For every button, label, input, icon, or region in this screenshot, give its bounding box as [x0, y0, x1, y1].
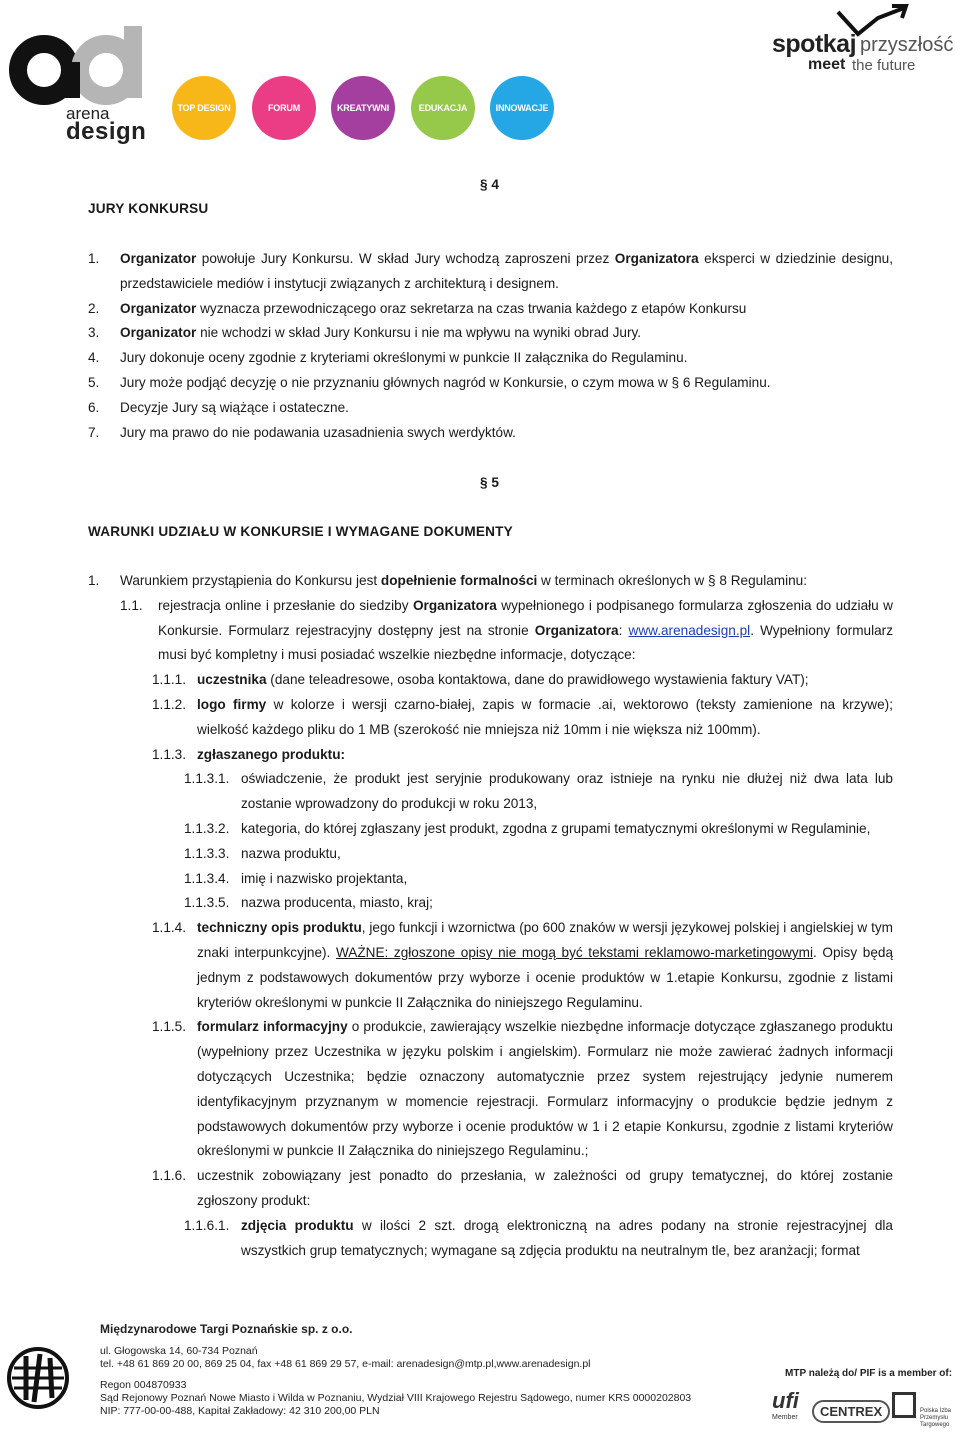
list-item-number: 1.1.6.: [152, 1168, 187, 1184]
text-run: (dane teleadresowe, osoba kontaktowa, dane do prawidłowego wystawienia faktury VAT);: [266, 672, 809, 688]
logo-text-arena: arena: [66, 104, 110, 123]
list-item-text: [241, 817, 893, 842]
text-run: kategoria, do której zgłaszany jest produkt, zgodna z grupami tematycznymi określonymi w Regulaminie,: [241, 820, 871, 836]
list-item: [184, 867, 893, 892]
list-item: [152, 1164, 893, 1214]
list-item-text: [197, 668, 893, 693]
text-run: w terminach określonych w § 8 Regulaminu:: [537, 573, 808, 588]
text-run: Jury dokonuje oceny zgodnie z kryteriami określonymi w punkcie II załącznika do Regulaminu.: [120, 350, 688, 366]
list-item-text: [197, 1015, 893, 1164]
text-run: nazwa produktu,: [241, 845, 341, 861]
text-run: nie wchodzi w skład Jury Konkursu i nie ma wpływu na wyniki obrad Jury.: [196, 325, 642, 341]
list-item: [152, 743, 893, 768]
text-run: powołuje Jury Konkursu. W skład Jury wchodzą zaproszeni przez: [196, 251, 615, 266]
footer-company: Międzynarodowe Targi Poznańskie sp. z o.o.: [100, 1322, 353, 1336]
list-item: [88, 396, 893, 421]
text-run: oświadczenie, że produkt jest seryjnie produkowany oraz istnieje na rynku nie dłużej niż dwa lata lub zostanie wprowadzony do produkcji w roku 2013,: [241, 771, 893, 812]
bold-term: Organizator: [120, 300, 197, 316]
list-item-text: [120, 396, 893, 421]
text-run: imię i nazwisko projektanta,: [241, 870, 408, 886]
text-run: Decyzje Jury są wiążące i ostateczne.: [120, 399, 349, 415]
list-item-text: [241, 842, 893, 867]
list-item-number: 1.1.2.: [152, 696, 187, 712]
text-run: eksperci w dziedzinie designu, przedstawiciele mediów i instytucji związanych z architekturą i designem.: [120, 251, 893, 291]
list-item-number: 1.1.4.: [152, 920, 187, 936]
list-item-text: [197, 693, 893, 743]
list-item-text: [241, 767, 893, 817]
text-run: wypełnionego i podpisanego formularza zgłoszenia do udziału w Konkursie. Formularz rejestracyjny dostępny jest na stronie: [158, 597, 893, 638]
section-5-list: [88, 569, 893, 1263]
circle-kreatywni: KREATYWNI: [331, 76, 395, 140]
section-4-title: JURY KONKURSU: [88, 201, 209, 216]
section-5-symbol: § 5: [480, 475, 499, 490]
logo-text-design: design: [66, 118, 147, 145]
bold-term: logo firmy: [197, 696, 267, 712]
footer-contact: tel. +48 61 869 20 00, 869 25 04, fax +48 61 869 29 57, e-mail: arenadesign@mtp.pl,www.arenadesign.pl: [100, 1358, 591, 1370]
list-item: [88, 371, 893, 396]
text-run: wyznacza przewodniczącego oraz sekretarza na czas trwania każdego z etapów Konkursu: [196, 300, 747, 316]
circle-forum: FORUM: [252, 76, 316, 140]
list-item-text: [197, 1164, 893, 1214]
list-item-number: 6.: [88, 399, 100, 415]
slogan-spotkaj: spotkaj: [772, 30, 857, 58]
list-item-text: [120, 321, 893, 346]
list-item-text: [241, 1214, 893, 1264]
list-item: [184, 817, 893, 842]
text-run: Jury może podjąć decyzję o nie przyznaniu głównych nagród w Konkursie, o czym mowa w § 6 Regulaminu.: [120, 374, 771, 390]
section-4-list: [88, 247, 893, 445]
list-item-text: [241, 891, 893, 916]
list-item: [88, 569, 893, 594]
mtp-logo: [6, 1346, 70, 1410]
slogan-the-future: the future: [852, 57, 916, 74]
section-5-title: WARUNKI UDZIAŁU W KONKURSIE I WYMAGANE DOKUMENTY: [88, 524, 513, 539]
circle-top-design: TOP DESIGN: [172, 76, 236, 140]
list-item-text: [120, 247, 893, 297]
text-run: o produkcie, zawierający wszelkie niezbędne informacje dotyczące zgłaszanego produktu (wypełniony przez Uczestnika w języku polskim i angielskim). Formularz nie może zawierać żadnych informacji dotyczących Uczestnika; będzie oznaczony automatycznie przez system rejestrujący jedynie numerem identyfikacyjnym przyznanym w momencie rejestracji. Formularz informacyjny o produkcie będzie jednym z podstawowych dokumentów przy wyborze i ocenie produktów w 1 i 2 etapie Konkursu, zgodnie z listami kryteriów określonymi w punkcie II Załącznika do niniejszego Regulaminu.;: [197, 1019, 893, 1159]
list-item: [88, 321, 893, 346]
footer-nip: NIP: 777-00-00-488, Kapitał Zakładowy: 42 310 200,00 PLN: [100, 1405, 380, 1417]
list-item: [152, 668, 893, 693]
list-item-text: [120, 346, 893, 371]
list-item-number: 2.: [88, 300, 100, 316]
underlined-note: WAŻNE: zgłoszone opisy nie mogą być tekstami reklamowo-marketingowymi: [335, 944, 813, 960]
list-item-text: [197, 743, 893, 768]
bold-term: formularz informacyjny: [197, 1019, 348, 1035]
section-4-symbol: § 4: [480, 177, 499, 192]
list-item: [120, 594, 893, 668]
list-item-number: 7.: [88, 424, 100, 440]
list-item-text: [120, 371, 893, 396]
centrex-logo: CENTREX: [812, 1400, 890, 1423]
list-item-number: 3.: [88, 325, 100, 341]
text-run: . Opisy będą jednym z podstawowych dokumentów przy wyborze i ocenie produktów w 1.etapie Konkursu, zgodnie z listami kryteriów określonymi w punkcie II Załącznika do niniejszego Regulaminu.: [197, 944, 894, 1010]
list-item-number: 1.1.1.: [152, 672, 187, 688]
slogan-przyszlosc: przyszłość: [860, 34, 954, 56]
slogan-meet: meet: [808, 56, 846, 73]
text-run: Jury ma prawo do nie podawania uzasadnienia swych werdyktów.: [120, 424, 516, 440]
bold-term: Organizator: [120, 251, 197, 266]
list-item: [88, 421, 893, 446]
text-run: . Wypełniony formularz musi być kompletny i musi posiadać wszelkie niezbędne informacje, dotyczące:: [158, 622, 893, 663]
list-item: [152, 916, 893, 1015]
list-item: [88, 247, 893, 297]
list-item-number: 1.1.: [120, 597, 143, 613]
footer-member-note: MTP należą do/ PIF is a member of:: [785, 1368, 953, 1379]
ufi-logo: ufi Member: [772, 1388, 799, 1421]
bold-term: Organizatora: [534, 622, 619, 638]
list-item-number: 4.: [88, 350, 100, 366]
list-item: [152, 693, 893, 743]
list-item: [184, 767, 893, 817]
list-item-number: 1.: [88, 251, 100, 266]
text-run: :: [618, 622, 629, 638]
list-item-text: [120, 297, 893, 322]
bold-term: Organizator: [120, 325, 197, 341]
bold-term: zgłaszanego produktu:: [197, 746, 346, 762]
list-item-number: 1.1.3.1.: [184, 771, 230, 787]
text-run: w ilości 2 szt. drogą elektroniczną na adres podany na stronie rejestracyjnej dla wszystkich grup tematycznych; wymagane są zdjęcia produktu na neutralnym tle, bez aranżacji; format: [241, 1217, 893, 1258]
bold-term: zdjęcia produktu: [241, 1217, 354, 1233]
list-item-text: [158, 594, 893, 668]
text-run: w kolorze i wersji czarno-białej, zapis w formacie .ai, wektorowo (teksty zamienione na krzywe); wielkość każdego pliku do 1 MB (szerokość nie mniejsza niż 10mm i nie większa niż 100mm).: [197, 696, 893, 737]
list-item: [152, 1015, 893, 1164]
text-run: Warunkiem przystąpienia do Konkursu jest: [120, 573, 381, 588]
list-item-number: 1.1.3.2.: [184, 820, 230, 836]
circle-edukacja: EDUKACJA: [411, 76, 475, 140]
bold-term: Organizatora: [412, 597, 497, 613]
text-run: , jego funkcji i wzornictwa (po 600 znaków w wersji językowej polskiej i angielskiej w tym znaki interpunkcyjne).: [197, 920, 893, 960]
bold-term: Organizatora: [614, 251, 699, 266]
list-item-number: 1.1.3.: [152, 746, 187, 762]
list-item-text: [241, 867, 893, 892]
list-item: [184, 1214, 893, 1264]
circle-innowacje: INNOWACJE: [490, 76, 554, 140]
list-item-text: [120, 569, 893, 594]
bold-term: techniczny opis produktu: [197, 920, 362, 936]
footer-regon: Regon 004870933: [100, 1379, 187, 1391]
text-run: uczestnik zobowiązany jest ponadto do przesłania, w zależności od grupy tematycznej, do której zostanie zgłoszony produkt:: [197, 1168, 893, 1208]
bold-term: dopełnienie formalności: [380, 573, 538, 588]
list-item-number: 5.: [88, 374, 100, 390]
arena-design-logo-mark: [8, 22, 143, 112]
list-item: [88, 346, 893, 371]
list-item: [88, 297, 893, 322]
list-item-number: 1.1.3.3.: [184, 845, 230, 861]
list-item-number: 1.1.3.4.: [184, 870, 230, 886]
list-item: [184, 891, 893, 916]
list-item-number: 1.1.6.1.: [184, 1217, 230, 1233]
list-item-number: 1.1.3.5.: [184, 895, 230, 911]
website-link[interactable]: www.arenadesign.pl: [628, 622, 751, 638]
list-item: [184, 842, 893, 867]
pift-logo: Polska Izba Przemysłu Targowego: [892, 1392, 916, 1418]
footer-court: Sąd Rejonowy Poznań Nowe Miasto i Wilda w Poznaniu, Wydział VIII Krajowego Rejestru Sądowego, numer KRS 0000202803: [100, 1392, 692, 1404]
bold-term: uczestnika: [197, 672, 267, 688]
list-item-text: [197, 916, 893, 1015]
list-item-text: [120, 421, 893, 446]
text-run: nazwa producenta, miasto, kraj;: [241, 895, 433, 911]
list-item-number: 1.1.5.: [152, 1019, 187, 1035]
footer-address: ul. Głogowska 14, 60-734 Poznań: [100, 1345, 258, 1357]
text-run: rejestracja online i przesłanie do siedziby: [158, 597, 413, 613]
list-item-number: 1.: [88, 573, 100, 588]
